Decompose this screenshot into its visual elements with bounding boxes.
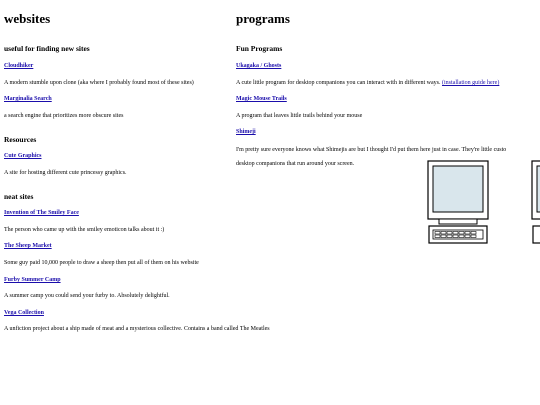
link-magic-mouse-trails[interactable]: Magic Mouse Trails bbox=[236, 96, 287, 102]
link-ukagaka-ghosts[interactable]: Ukagaka / Ghosts bbox=[236, 63, 282, 69]
desc-shimeji-line2: desktop companions that run around your screen. bbox=[236, 161, 355, 167]
desc-ukagaka-text: A cute little program for desktop companions you can interact with in different ways. bbox=[236, 80, 441, 86]
desc-cloudhiker: A modern stumble upon clone (aka where I probably found most of these sites) bbox=[4, 80, 194, 86]
section-heading-finding-sites: useful for finding new sites bbox=[4, 44, 90, 53]
desc-smiley-face: The person who came up with the smiley emoticon talks about it :) bbox=[4, 227, 165, 233]
desc-magic-mouse-trails: A program that leaves little trails behind your mouse bbox=[236, 113, 363, 119]
section-heading-neat-sites: neat sites bbox=[4, 192, 34, 201]
desc-furby-summer-camp: A summer camp you could send your furby to. Absolutely delightful. bbox=[4, 293, 170, 299]
desc-shimeji: I'm pretty sure everyone knows what Shimejis are but I thought I'd put them here just in case. They're little custo bbox=[236, 147, 507, 153]
link-cute-graphics[interactable]: Cute Graphics bbox=[4, 153, 42, 159]
programs-title: programs bbox=[236, 11, 290, 26]
link-marginalia-search[interactable]: Marginalia Search bbox=[4, 96, 52, 102]
link-sheep-market[interactable]: The Sheep Market bbox=[4, 243, 52, 249]
link-installation-guide[interactable]: (installation guide here) bbox=[442, 80, 500, 86]
computer-illustration-partial bbox=[531, 160, 540, 246]
websites-title: websites bbox=[4, 11, 51, 26]
link-cloudhiker[interactable]: Cloudhiker bbox=[4, 63, 34, 69]
section-heading-fun-programs: Fun Programs bbox=[236, 44, 283, 53]
desc-marginalia-search: a search engine that prioritizes more obscure sites bbox=[4, 113, 124, 119]
desc-sheep-market: Some guy paid 10,000 people to draw a sheep then put all of them on his website bbox=[4, 260, 199, 266]
desc-ukagaka-ghosts bbox=[236, 79, 499, 87]
desc-vega-collection: A unfiction project about a ship made of meat and a mysterious collective. Contains a band called The Meatles bbox=[4, 326, 270, 332]
link-vega-collection[interactable]: Vega Collection bbox=[4, 310, 44, 316]
computer-illustration bbox=[427, 160, 489, 246]
link-smiley-face[interactable]: Invention of The Smiley Face bbox=[4, 210, 79, 216]
link-shimeji[interactable]: Shimeji bbox=[236, 129, 256, 135]
link-furby-summer-camp[interactable]: Furby Summer Camp bbox=[4, 277, 61, 283]
desc-cute-graphics: A site for hosting different cute princessy graphics. bbox=[4, 170, 127, 176]
section-heading-resources: Resources bbox=[4, 135, 37, 144]
